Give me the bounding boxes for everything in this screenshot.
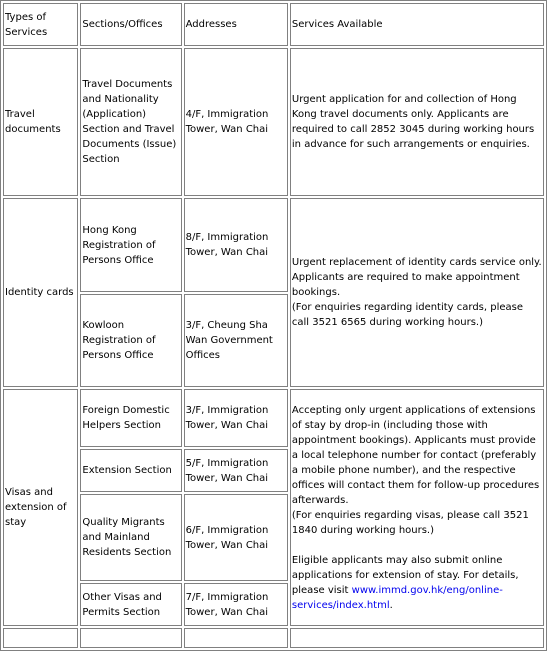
header-services: Services Available	[290, 3, 544, 46]
header-row	[3, 3, 544, 46]
visas-address-qmas: 6/F, Immigration Tower, Wan Chai	[184, 494, 288, 581]
visas-address-other: 7/F, Immigration Tower, Wan Chai	[184, 583, 288, 626]
visas-section-qmas: Quality Migrants and Mainland Residents Section	[80, 494, 181, 581]
visas-type: Visas and extension of stay	[3, 389, 78, 626]
travel-address: 4/F, Immigration Tower, Wan Chai	[184, 48, 288, 196]
travel-services: Urgent application for and collection of Hong Kong travel documents only. Applicants are required to call 2852 3045 during working hours in advance for such arrangements or enquiries.	[290, 48, 544, 196]
visas-section-other: Other Visas and Permits Section	[80, 583, 181, 626]
travel-section: Travel Documents and Nationality (Application) Section and Travel Documents (Issue) Section	[80, 48, 181, 196]
identity-section-kln: Kowloon Registration of Persons Office	[80, 294, 181, 387]
identity-type: Identity cards	[3, 198, 78, 387]
header-sections: Sections/Offices	[80, 3, 181, 46]
visas-services-text: Accepting only urgent applications of extensions of stay by drop-in (including those with appointment bookings). Applicants must provide a local telephone number for contact (preferably a mobile phone number), and the respective offices will contact them for follow-up procedures afterwards. (For enquiries regarding visas, please call 3521 1840 during working hours.) Eligible applicants may also submit online applications for extension of stay. For details, please visit	[291, 404, 540, 596]
visas-address-fdh: 3/F, Immigration Tower, Wan Chai	[184, 389, 288, 447]
identity-section-hk: Hong Kong Registration of Persons Office	[80, 198, 181, 292]
online-services-link[interactable]: www.immd.gov.hk/eng/online-services/index.html	[291, 584, 503, 611]
visas-address-ext: 5/F, Immigration Tower, Wan Chai	[184, 449, 288, 492]
visas-link-suffix: .	[389, 599, 393, 611]
identity-row-1	[3, 198, 544, 292]
travel-type: Travel documents	[3, 48, 78, 196]
identity-address-hk: 8/F, Immigration Tower, Wan Chai	[184, 198, 288, 292]
identity-address-kln: 3/F, Cheung Sha Wan Government Offices	[184, 294, 288, 387]
visas-section-fdh: Foreign Domestic Helpers Section	[80, 389, 181, 447]
next-row-partial	[3, 628, 544, 648]
header-addresses: Addresses	[184, 3, 288, 46]
visas-row-1	[3, 389, 544, 447]
identity-services: Urgent replacement of identity cards service only. Applicants are required to make appointment bookings. (For enquiries regarding identity cards, please call 3521 6565 during working hours.)	[290, 198, 544, 387]
travel-row	[3, 48, 544, 196]
visas-section-ext: Extension Section	[80, 449, 181, 492]
visas-services	[290, 389, 544, 626]
header-types: Types of Services	[3, 3, 78, 46]
